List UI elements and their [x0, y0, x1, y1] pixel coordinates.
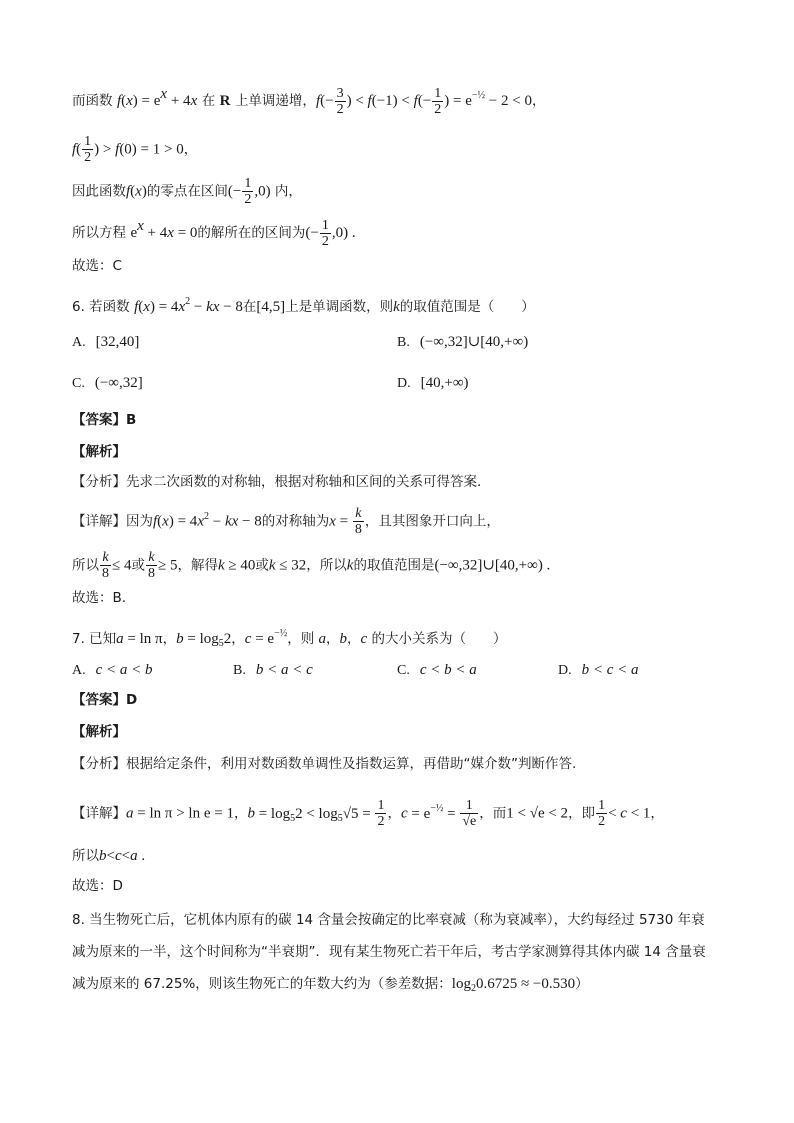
q7-option-b[interactable]: B. b < a < c: [233, 662, 313, 678]
q6-option-b[interactable]: B. (−∞,32]∪[40,+∞): [397, 334, 529, 350]
q7-so: 所以b<c<a .: [72, 848, 146, 864]
q5-choose: 故选：C: [72, 258, 122, 274]
q7-choose: 故选：D: [72, 878, 123, 894]
q6-stem: 6. 若函数 $f(x) = 4x^2$ − kx − 8在[4,5]上是单调函数，则k的取值范围是（ ）: [72, 296, 535, 315]
q6-detail-1: 【详解】因为$f(x) = 4x^2$ − kx − 8的对称轴为x = $\frac{k}{8}$ ，且其图象开口向上，: [72, 506, 500, 537]
q7-option-d[interactable]: D. b < c < a: [558, 662, 639, 678]
q6-option-c[interactable]: C. (−∞,32]: [72, 375, 143, 391]
q8-stem-line-1: 8. 当生物死亡后，它机体内原有的碳 14 含量会按确定的比率衰减（称为衰减率），大约每经过 5730 年衰: [72, 912, 705, 928]
q7-stem: 7. 已知a = ln π，$b = \log_52$，$c = e^{-\frac{1}{2}}$，则 a，b，c 的大小关系为（ ）: [72, 628, 507, 649]
q8-stem-line-3: 减为原来的 67.25%，则该生物死亡的年数大约为（参差数据：$\log_20.6725 \approx -0.530$）: [72, 976, 589, 994]
q7-option-a[interactable]: A. c < a < b: [72, 662, 153, 678]
q7-answer: 【答案】D: [72, 692, 138, 708]
q7-option-c[interactable]: C. c < b < a: [397, 662, 477, 678]
q7-fenxi: 【分析】根据给定条件，利用对数函数单调性及指数运算，再借助“媒介数”判断作答.: [72, 756, 577, 772]
q7-detail: 【详解】a = ln π > ln e = 1，$b = \log_52 < \log_5√5$ = $\frac{1}{2}$ ，$c = e^{-\frac{1}{2}}$ = $\frac{1}{√e}$ ，而1 < √e < 2，即 $\frac{1}{2}$ < c < 1，: [72, 798, 664, 829]
solution-line-zero-interval: 因此函数f(x)的零点在区间(− $\frac{1}{2}$ ,0) 内，: [72, 176, 302, 207]
q7-analysis-heading: 【解析】: [72, 724, 126, 740]
q8-stem-line-2: 减为原来的一半，这个时间称为“半衰期”．现有某生物死亡若干年后，考古学家测算得其体内碳 14 含量衰: [72, 944, 706, 960]
q6-answer: 【答案】B: [72, 412, 137, 428]
q6-detail-2: 所以 $\frac{k}{8}$ ≤ 4或 $\frac{k}{8}$ ≥ 5，解得k ≥ 40或k ≤ 32，所以k的取值范围是(−∞,32]∪[40,+∞) .: [72, 550, 551, 581]
q6-analysis-heading: 【解析】: [72, 444, 126, 460]
q6-choose: 故选：B.: [72, 590, 127, 606]
q6-option-a[interactable]: A. [32,40]: [72, 334, 140, 350]
q6-option-d[interactable]: D. [40,+∞): [397, 375, 469, 391]
solution-line-monotonic: 而函数 $f(x) = e^x + 4x$ 在 R 上单调递增，f(− $\frac{3}{2}$ ) < f(−1) < f(− $\frac{1}{2}$ ) = $e^{-\frac{1}{2}} - 2 < 0$，: [72, 85, 546, 117]
q6-fenxi: 【分析】先求二次函数的对称轴，根据对称轴和区间的关系可得答案.: [72, 474, 482, 490]
solution-line-equation: 所以方程 $e^x + 4x = 0$的解所在的区间为(− $\frac{1}{2}$ ,0) .: [72, 217, 356, 249]
solution-line-positive: f( $\frac{1}{2}$ ) > f(0) = 1 > 0，: [72, 134, 198, 165]
